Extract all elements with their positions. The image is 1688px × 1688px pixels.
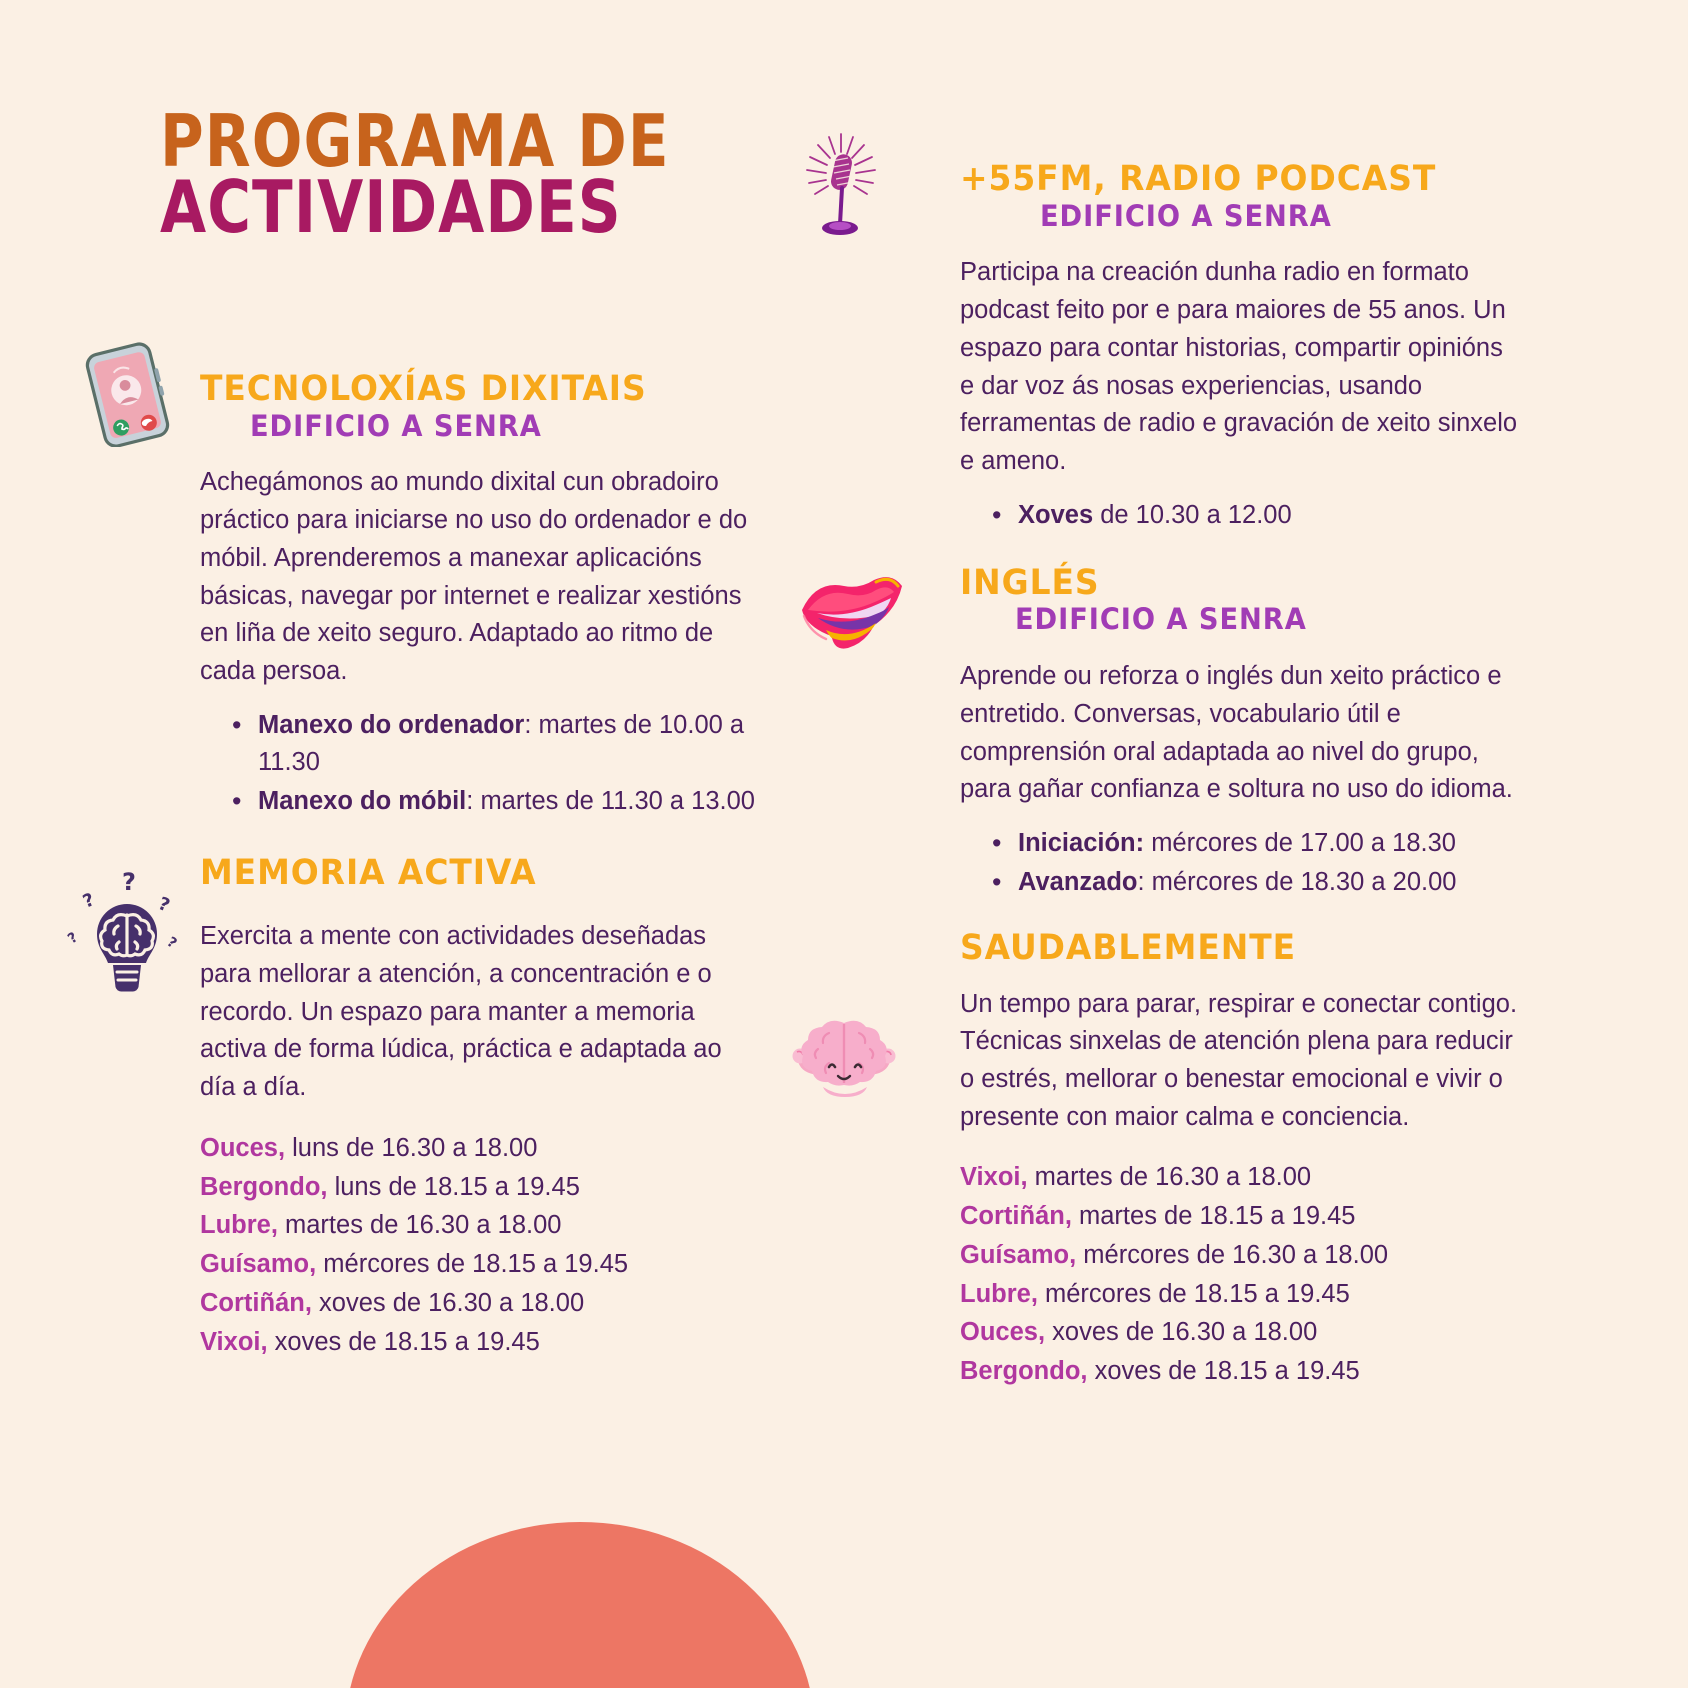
schedule-detail: luns de 16.30 a 18.00 — [285, 1133, 538, 1162]
section-body: Un tempo para parar, respirar e conectar contigo. Técnicas sinxelas de atención plena para reducir o estrés, mellorar o benestar emocional e vivir o presente con maior calma e conciencia. — [960, 989, 1518, 1131]
section-subheading: EDIFICIO A SENRA — [250, 408, 542, 443]
schedule-detail: mércores de 18.15 a 19.45 — [1037, 1279, 1350, 1308]
bullet-label: Manexo do ordenador — [258, 710, 525, 739]
schedule-detail: martes de 18.15 a 19.45 — [1071, 1202, 1356, 1231]
section-schedule-list — [960, 1158, 1635, 1391]
schedule-detail: martes de 16.30 a 18.00 — [1027, 1163, 1312, 1192]
section-bullet-list — [960, 825, 1635, 901]
bullet-separator: : — [466, 786, 474, 815]
section-bullet-list — [200, 707, 780, 820]
schedule-row — [200, 1206, 780, 1245]
section-radio-podcast — [845, 160, 1635, 534]
bullet-detail: de 10.30 a 12.00 — [1093, 500, 1292, 529]
bullet-label: Xoves — [1018, 500, 1094, 529]
bullet-detail: mércores de 18.30 a 20.00 — [1144, 868, 1457, 897]
schedule-detail: martes de 16.30 a 18.00 — [277, 1211, 562, 1240]
schedule-row — [200, 1284, 780, 1323]
page-title-line-2: ACTIVIDADES — [160, 165, 622, 250]
schedule-place: Ouces, — [200, 1133, 286, 1162]
schedule-row — [960, 1352, 1635, 1391]
bullet-separator: : — [524, 710, 532, 739]
section-saudablemente — [845, 929, 1635, 1391]
svg-text:?: ? — [163, 934, 180, 952]
schedule-detail: xoves de 16.30 a 18.00 — [311, 1288, 585, 1317]
schedule-detail: xoves de 16.30 a 18.00 — [1045, 1318, 1318, 1347]
svg-text:?: ? — [155, 893, 173, 917]
bullet-label: Avanzado — [1018, 868, 1138, 897]
schedule-place: Lubre, — [200, 1211, 278, 1240]
bullet-label: Iniciación: — [1018, 829, 1145, 858]
section-heading: TECNOLOXÍAS DIXITAIS — [200, 369, 647, 409]
schedule-row — [960, 1313, 1635, 1352]
lightbulb-brain-icon — [62, 852, 192, 1012]
schedule-place: Bergondo, — [960, 1357, 1088, 1386]
schedule-detail: mércores de 18.15 a 19.45 — [316, 1250, 629, 1279]
meditating-brain-icon — [785, 1005, 905, 1115]
bullet-detail: mércores de 17.00 a 18.30 — [1144, 829, 1456, 858]
smartphone-incoming-call-icon — [70, 332, 185, 447]
schedule-detail: xoves de 18.15 a 19.45 — [267, 1327, 540, 1356]
schedule-row — [960, 1236, 1635, 1275]
schedule-row — [200, 1323, 780, 1362]
schedule-row — [960, 1158, 1635, 1197]
page-title — [160, 99, 780, 250]
svg-text:?: ? — [80, 889, 98, 913]
list-item — [258, 783, 758, 820]
section-body: Participa na creación dunha radio en formato podcast feito por e para maiores de 55 anos. Un espazo para contar historias, compartir opinións e dar voz ás nosas experiencias, usando ferramentas de radio e gravación de xeito sinxelo e ameno. — [960, 258, 1518, 476]
schedule-place: Guísamo, — [200, 1250, 317, 1279]
section-body: Aprende ou reforza o inglés dun xeito práctico e entretido. Conversas, vocabulario útil e comprensión oral adaptada ao nivel do grupo, para gañar confianza e soltura no uso do idioma. — [960, 662, 1513, 804]
section-body: Exercita a mente con actividades deseñadas para mellorar a atención, a concentración e o recordo. Un espazo para manter a memoria activa de forma lúdica, práctica e adaptada ao día a día. — [200, 922, 722, 1102]
schedule-place: Lubre, — [960, 1279, 1038, 1308]
list-item — [1018, 825, 1518, 862]
list-item — [1018, 497, 1518, 534]
schedule-place: Cortiñán, — [960, 1202, 1072, 1231]
schedule-place: Ouces, — [960, 1318, 1046, 1347]
section-heading: INGLÉS — [960, 562, 1100, 603]
section-bullet-list — [960, 497, 1635, 534]
schedule-detail: luns de 18.15 a 19.45 — [327, 1172, 580, 1201]
schedule-row — [960, 1197, 1635, 1236]
schedule-place: Vixoi, — [960, 1163, 1028, 1192]
schedule-detail: mércores de 16.30 a 18.00 — [1076, 1240, 1389, 1269]
schedule-place: Guísamo, — [960, 1240, 1077, 1269]
bullet-detail: martes de 11.30 a 13.00 — [473, 786, 755, 815]
list-item — [1018, 864, 1518, 901]
right-column — [845, 0, 1635, 1401]
bullet-label: Manexo do móbil — [258, 786, 467, 815]
schedule-detail: xoves de 18.15 a 19.45 — [1087, 1357, 1360, 1386]
schedule-place: Vixoi, — [200, 1327, 268, 1356]
section-heading: SAUDABLEMENTE — [960, 928, 1297, 969]
svg-text:?: ? — [65, 929, 81, 948]
list-item — [258, 707, 758, 781]
schedule-place: Cortiñán, — [200, 1288, 312, 1317]
schedule-row — [200, 1245, 780, 1284]
bullet-separator: : — [1137, 868, 1145, 897]
lips-mouth-icon — [790, 566, 905, 661]
section-ingles — [845, 564, 1635, 901]
section-body: Achegámonos ao mundo dixital cun obradoiro práctico para iniciarse no uso do ordenador e do móbil. Aprenderemos a manexar aplicacións básicas, navegar por internet e realizar xestións en liña de xeito seguro. Adaptado ao ritmo de cada persoa. — [200, 468, 748, 686]
page-title-line-1: PROGRAMA DE — [160, 99, 670, 183]
section-subheading: EDIFICIO A SENRA — [1040, 198, 1332, 233]
decorative-coral-blob — [345, 1522, 815, 1688]
schedule-row — [960, 1275, 1635, 1314]
bullet-detail: martes de 10.00 a 11.30 — [258, 710, 745, 776]
section-schedule-list — [200, 1129, 780, 1362]
section-heading: MEMORIA ACTIVA — [200, 852, 537, 893]
section-heading: +55FM, RADIO PODCAST — [960, 159, 1437, 199]
schedule-row — [200, 1168, 780, 1207]
svg-text:?: ? — [122, 868, 136, 896]
schedule-place: Bergondo, — [200, 1172, 328, 1201]
section-subheading: EDIFICIO A SENRA — [1015, 602, 1307, 637]
schedule-row — [200, 1129, 780, 1168]
microphone-icon — [795, 128, 885, 243]
